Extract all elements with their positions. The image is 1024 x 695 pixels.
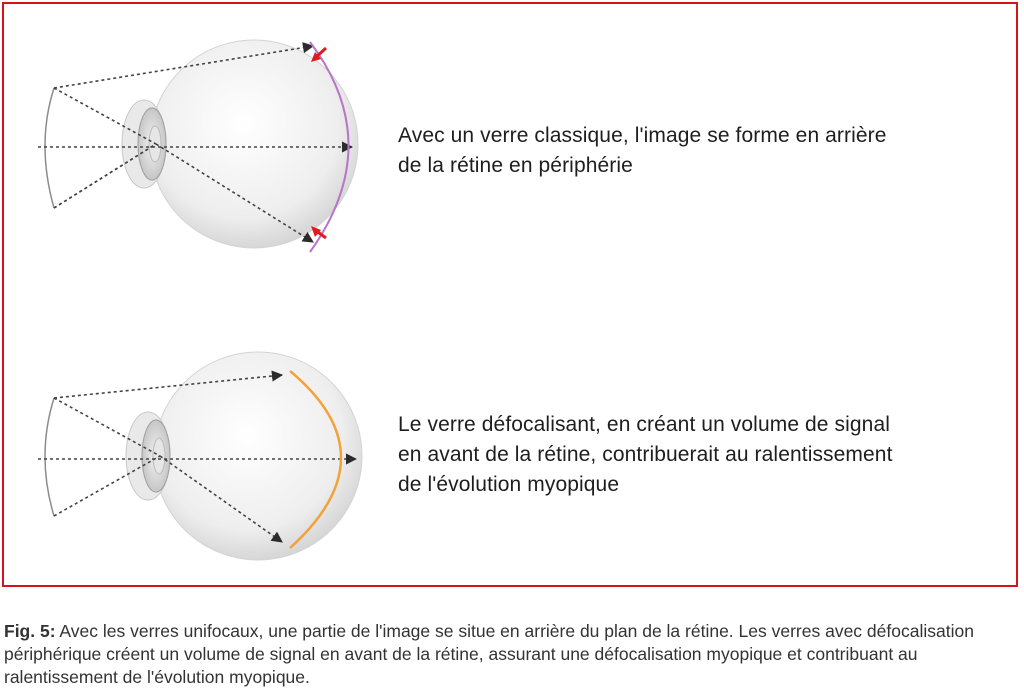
figure-caption bbox=[4, 620, 1024, 689]
eyeball bbox=[150, 40, 358, 248]
eye-diagram-classic bbox=[32, 32, 372, 272]
eye-diagram-defocus bbox=[32, 344, 372, 569]
object-arc bbox=[45, 88, 54, 208]
defocus-lens-description: Le verre défocalisant, en créant un volume de signal en avant de la rétine, contribuerait au ralentissement de l'évolution myopique bbox=[398, 413, 893, 496]
correction-arrow-top bbox=[311, 48, 326, 62]
object-arc bbox=[45, 398, 54, 516]
caption-text: Avec les verres unifocaux, une partie de l'image se situe en arrière du plan de la rétine. Les verres avec défocalisation périphérique créent un volume de signal en avant de la rétine, assurant une défocalisation myopique et contribuant au ralentissement de l'évolution myopique. bbox=[4, 621, 974, 687]
eyeball bbox=[154, 352, 362, 560]
caption-label: Fig. 5: bbox=[4, 621, 56, 641]
figure-frame bbox=[2, 2, 1018, 587]
classic-lens-description: Avec un verre classique, l'image se forme en arrière de la rétine en périphérie bbox=[398, 124, 887, 177]
